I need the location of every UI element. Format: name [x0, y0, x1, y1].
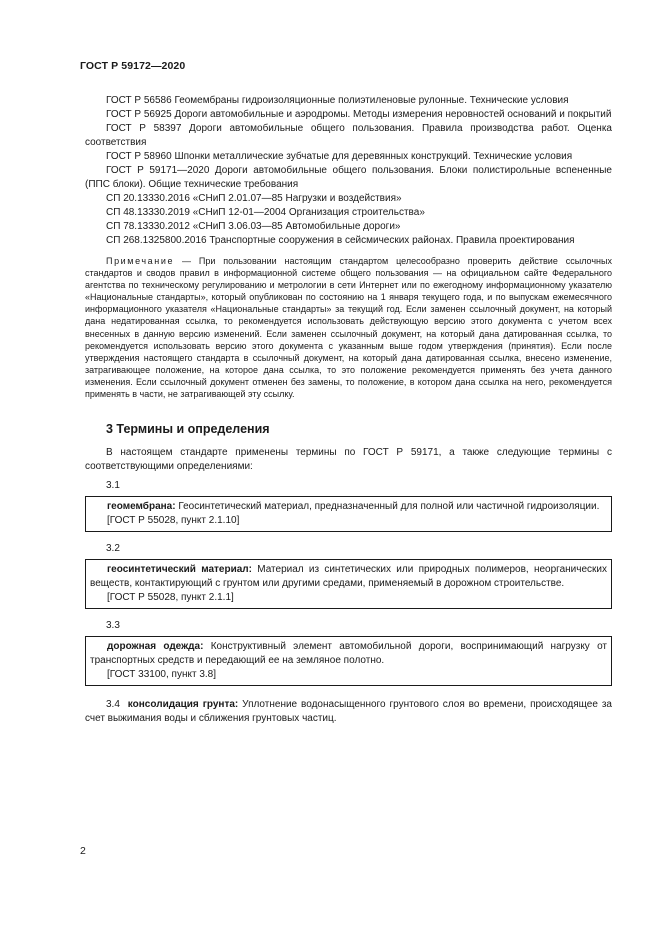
term-text: Уплотнение водонасыщенного грунтового слоя во времени, происходящее за счет выжимания воды и сближения грунтовых частиц. — [85, 699, 612, 725]
reference-item: СП 20.13330.2016 «СНиП 2.01.07—85 Нагрузки и воздействия» — [106, 193, 402, 204]
term-name: дорожная одежда: — [107, 641, 204, 653]
term-box — [85, 559, 612, 609]
reference-item: СП 78.13330.2012 «СНиП 3.06.03—85 Автомобильные дороги» — [106, 221, 401, 232]
term-text: Геосинтетический материал, предназначенный для полной или частичной гидроизоляции. — [175, 501, 600, 513]
term-definition — [90, 500, 607, 514]
reference-item: СП 48.13330.2019 «СНиП 12-01—2004 Организация строительства» — [106, 207, 425, 218]
document-body — [85, 94, 612, 736]
term-name: геомембрана: — [107, 501, 176, 513]
term-entry — [85, 619, 612, 686]
section-intro: В настоящем стандарте применены термины по ГОСТ Р 59171, а также следующие термины с соответствующими определениями: — [85, 447, 612, 473]
reference-item: ГОСТ Р 59171—2020 Дороги автомобильные общего пользования. Блоки полистирольные вспененные (ППС блоки). Общие технические требования — [85, 165, 612, 190]
term-source: [ГОСТ 33100, пункт 3.8] — [107, 669, 217, 681]
reference-item: ГОСТ Р 58397 Дороги автомобильные общего пользования. Правила производства работ. Оценка соответствия — [85, 123, 612, 148]
term-number: 3.1 — [106, 480, 120, 492]
note-label: Примечание — [106, 256, 175, 266]
term-box — [85, 636, 612, 686]
term-definition — [90, 640, 607, 668]
term-source: [ГОСТ Р 55028, пункт 2.1.1] — [107, 592, 234, 604]
reference-item: ГОСТ Р 56586 Геомембраны гидроизоляционные полиэтиленовые рулонные. Технические условия — [106, 95, 569, 106]
term-text: Конструктивный элемент автомобильной дороги, воспринимающий нагрузку от транспортных средств и передающий ее на земляное полотно. — [90, 641, 607, 667]
section-title: 3 Термины и определения — [106, 422, 270, 437]
term-source: [ГОСТ Р 55028, пункт 2.1.10] — [107, 515, 240, 527]
reference-item: ГОСТ Р 58960 Шпонки металлические зубчатые для деревянных конструкций. Технические условия — [106, 151, 573, 162]
reference-note — [85, 255, 612, 400]
reference-item: СП 268.1325800.2016 Транспортные сооружения в сейсмических районах. Правила проектирования — [106, 235, 575, 246]
note-text: — При пользовании настоящим стандартом целесообразно проверить действие ссылочных стандартов и сводов правил в информационной системе общего пользования — на официальном сайте Федерального агентства по техническому регулированию и метрологии в сети Интернет или по ежегодному информационному указателю «Национальные стандарты», который опубликован по состоянию на 1 января текущего года, и по выпускам ежемесячного информационного указателя «Национальные стандарты» за текущий год. Если заменен ссылочный документ, на который дана недатированная ссылка, то рекомендуется использовать действующую версию этого документа с учетом всех внесенных в данную версию изменений. Если заменен ссылочный документ, на который дана датированная ссылка, то рекомендуется использовать версию этого документа с указанным выше годом утверждения (принятия). Если после утверждения настоящего стандарта в ссылочный документ, на который дана датированная ссылка, внесено изменение, затрагивающее положение, на которое дана ссылка, то это положение рекомендуется применять без учета данного изменения. Если ссылочный документ отменен без замены, то положение, в котором дана ссылка на него, рекомендуется применять в части, не затрагивающей эту ссылку. — [85, 256, 612, 400]
term-entry — [85, 479, 612, 532]
term-box — [85, 496, 612, 532]
term-name: геосинтетический материал: — [107, 564, 252, 576]
term-definition — [90, 563, 607, 591]
document-header: ГОСТ Р 59172—2020 — [80, 60, 186, 72]
term-text: Материал из синтетических или природных полимеров, неорганических веществ, контактирующий с грунтом или другими средами, применяемый в дорожном строительстве. — [90, 564, 607, 590]
term-number: 3.2 — [106, 543, 120, 555]
term-name: консолидация грунта: — [127, 699, 239, 711]
term-number: 3.3 — [106, 620, 120, 632]
term-entry-inline — [85, 698, 612, 726]
reference-item: ГОСТ Р 56925 Дороги автомобильные и аэродромы. Методы измерения неровностей оснований и покрытий — [106, 109, 612, 120]
page-number: 2 — [80, 845, 86, 857]
term-number: 3.4 — [106, 699, 120, 711]
reference-list — [85, 94, 612, 248]
term-entry — [85, 542, 612, 609]
